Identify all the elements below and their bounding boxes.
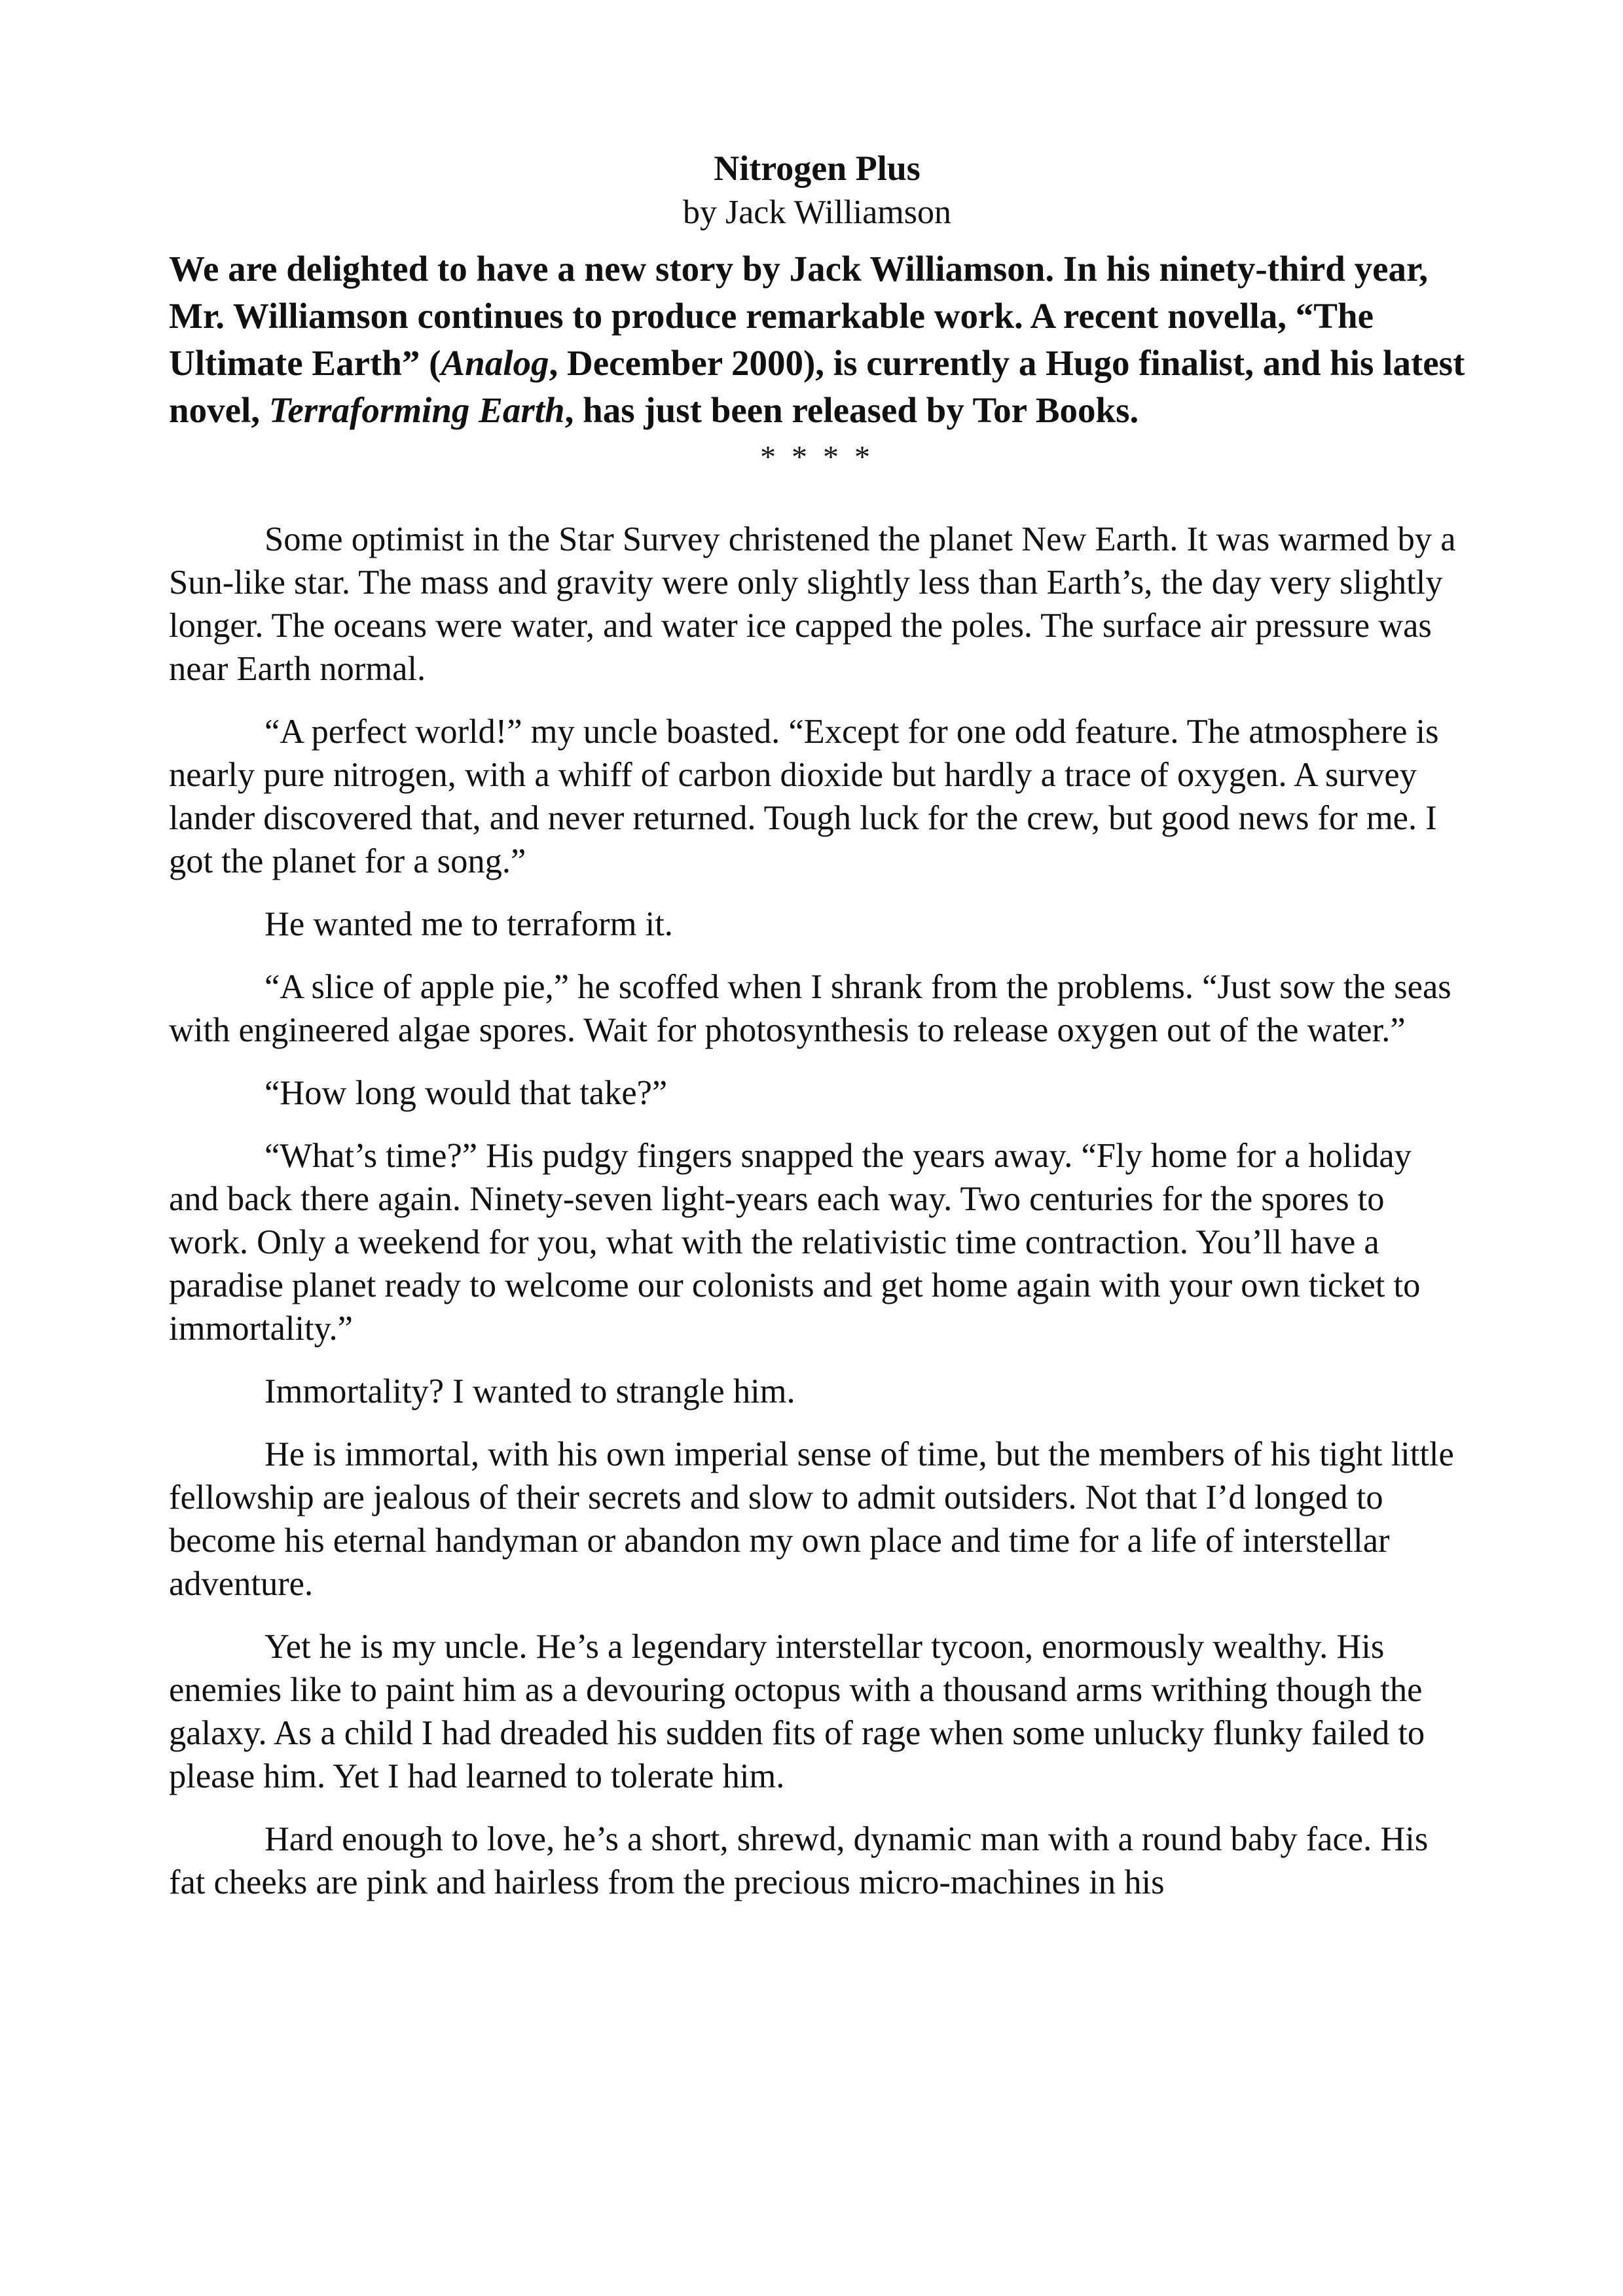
intro-novel-title: Terraforming Earth (268, 390, 565, 430)
story-paragraph-1: Some optimist in the Star Survey christened the planet New Earth. It was warmed by a Sun-like star. The mass and gravity were only slightly less than Earth’s, the day very slightly longer. The oceans were water, and water ice capped the poles. The surface air pressure was near Earth normal. (169, 520, 1456, 688)
intro-text-3: , has just been released by Tor Books. (564, 390, 1139, 430)
story-paragraph-10: Hard enough to love, he’s a short, shrewd, dynamic man with a round baby face. His fat cheeks are pink and hairless from the precious micro-machines in his (169, 1820, 1429, 1901)
story-paragraph-2: “A perfect world!” my uncle boasted. “Except for one odd feature. The atmosphere is nearly pure nitrogen, with a whiff of carbon dioxide but hardly a trace of oxygen. A survey lander discovered that, and never returned. Tough luck for the crew, but good news for me. I got the planet for a song.” (169, 713, 1439, 880)
intro-text-2: , December 2000), is currently a Hugo finalist, and his latest novel, (169, 343, 1465, 430)
section-separator: * * * * (760, 440, 874, 475)
story-byline: by Jack Williamson (682, 194, 951, 231)
story-paragraph-3: He wanted me to terraform it. (264, 905, 673, 943)
story-paragraph-9: Yet he is my uncle. He’s a legendary interstellar tycoon, enormously wealthy. His enemies like to paint him as a devouring octopus with a thousand arms writhing though the galaxy. As a child I had dreaded his sudden fits of rage when some unlucky flunky failed to please him. Yet I had learned to tolerate him. (169, 1628, 1425, 1795)
story-paragraph-7: Immortality? I wanted to strangle him. (264, 1372, 795, 1410)
story-paragraph-8: He is immortal, with his own imperial sense of time, but the members of his tight little fellowship are jealous of their secrets and slow to admit outsiders. Not that I’d longed to become his eternal handyman or abandon my own place and time for a life of interstellar adventure. (169, 1435, 1454, 1603)
document-page (169, 147, 1465, 1924)
story-title: Nitrogen Plus (714, 149, 921, 188)
story-paragraph-6: “What’s time?” His pudgy fingers snapped the years away. “Fly home for a holiday and back there again. Ninety-seven light-years each way. Two centuries for the spores to work. Only a weekend for you, what with the relativistic time contraction. You’ll have a paradise planet ready to welcome our colonists and get home again with your own ticket to immortality.” (169, 1137, 1421, 1348)
editor-intro (169, 245, 1465, 434)
story-paragraph-5: “How long would that take?” (264, 1074, 668, 1112)
story-paragraph-4: “A slice of apple pie,” he scoffed when I shrank from the problems. “Just sow the seas with engineered algae spores. Wait for photosynthesis to release oxygen out of the water.” (169, 968, 1451, 1049)
intro-text-1: We are delighted to have a new story by Jack Williamson. In his ninety-third year, Mr. Williamson continues to produce remarkable work. A recent novella, “The Ultimate Earth” ( (169, 249, 1429, 383)
intro-magazine-title: Analog (441, 343, 549, 383)
